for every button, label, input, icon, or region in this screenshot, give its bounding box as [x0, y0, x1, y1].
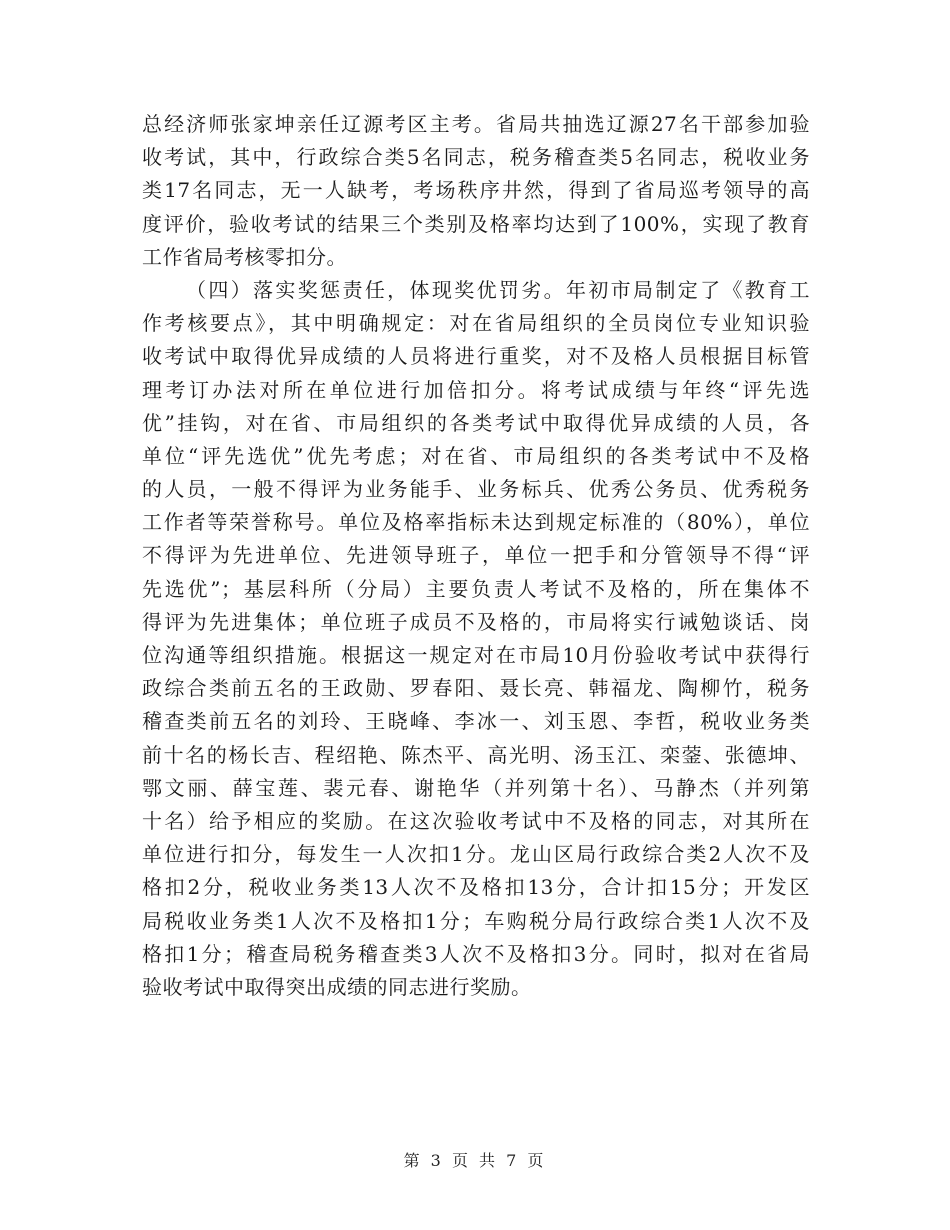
text-line: 鄂文丽、薛宝莲、裴元春、谢艳华（并列第十名）、马静杰（并列第 [142, 775, 810, 800]
text-line: 理考订办法对所在单位进行加倍扣分。将考试成绩与年终“评先选 [142, 377, 810, 402]
paragraph-2 [142, 274, 810, 1004]
body-text [142, 108, 810, 1004]
text-line: 工作省局考核零扣分。 [142, 244, 347, 269]
text-line: 前十名的杨长吉、程绍艳、陈杰平、高光明、汤玉江、栾蓥、张德坤、 [142, 742, 810, 767]
text-line: 格扣1分；稽查局税务稽查类3人次不及格扣3分。同时，拟对在省局 [142, 941, 810, 966]
text-line: 收考试中取得优异成绩的人员将进行重奖，对不及格人员根据目标管 [142, 344, 810, 369]
text-line: 十名）给予相应的奖励。在这次验收考试中不及格的同志，对其所在 [142, 808, 810, 833]
text-line: 不得评为先进单位、先进领导班子，单位一把手和分管领导不得“评 [142, 543, 810, 568]
text-line: 稽查类前五名的刘玲、王晓峰、李冰一、刘玉恩、李哲，税收业务类 [142, 709, 810, 734]
text-line: 优”挂钩，对在省、市局组织的各类考试中取得优异成绩的人员，各 [142, 410, 810, 435]
text-line: 工作者等荣誉称号。单位及格率指标未达到规定标准的（80%），单位 [142, 510, 810, 535]
paragraph-1 [142, 108, 810, 274]
text-line: 收考试，其中，行政综合类5名同志，税务稽查类5名同志，税收业务 [142, 145, 810, 170]
page-number-footer: 第 3 页 共 7 页 [403, 1151, 547, 1170]
text-line: 得评为先进集体；单位班子成员不及格的，市局将实行诫勉谈话、岗 [142, 609, 810, 634]
text-line: 验收考试中取得突出成绩的同志进行奖励。 [142, 974, 532, 999]
text-line: 格扣2分，税收业务类13人次不及格扣13分，合计扣15分；开发区 [142, 875, 810, 900]
text-line: 局税收业务类1人次不及格扣1分；车购税分局行政综合类1人次不及 [142, 908, 810, 933]
text-line: 度评价，验收考试的结果三个类别及格率均达到了100%，实现了教育 [142, 211, 810, 236]
text-line: 总经济师张家坤亲任辽源考区主考。省局共抽选辽源27名干部参加验 [142, 112, 810, 136]
text-line: 单位进行扣分，每发生一人次扣1分。龙山区局行政综合类2人次不及 [142, 842, 810, 867]
text-line: 类17名同志，无一人缺考，考场秩序井然，得到了省局巡考领导的高 [142, 178, 810, 203]
text-line: 位沟通等组织措施。根据这一规定对在市局10月份验收考试中获得行 [142, 643, 810, 667]
text-line: 单位“评先选优”优先考虑；对在省、市局组织的各类考试中不及格 [142, 443, 810, 468]
text-line: （四）落实奖惩责任，体现奖优罚劣。年初市局制定了《教育工 [186, 277, 810, 302]
text-line: 政综合类前五名的王政勋、罗春阳、聂长亮、韩福龙、陶柳竹，税务 [142, 676, 810, 701]
text-line: 先选优”；基层科所（分局）主要负责人考试不及格的，所在集体不 [142, 576, 810, 601]
text-line: 的人员，一般不得评为业务能手、业务标兵、优秀公务员、优秀税务 [142, 477, 810, 502]
text-line: 作考核要点》，其中明确规定：对在省局组织的全员岗位专业知识验 [142, 311, 810, 336]
